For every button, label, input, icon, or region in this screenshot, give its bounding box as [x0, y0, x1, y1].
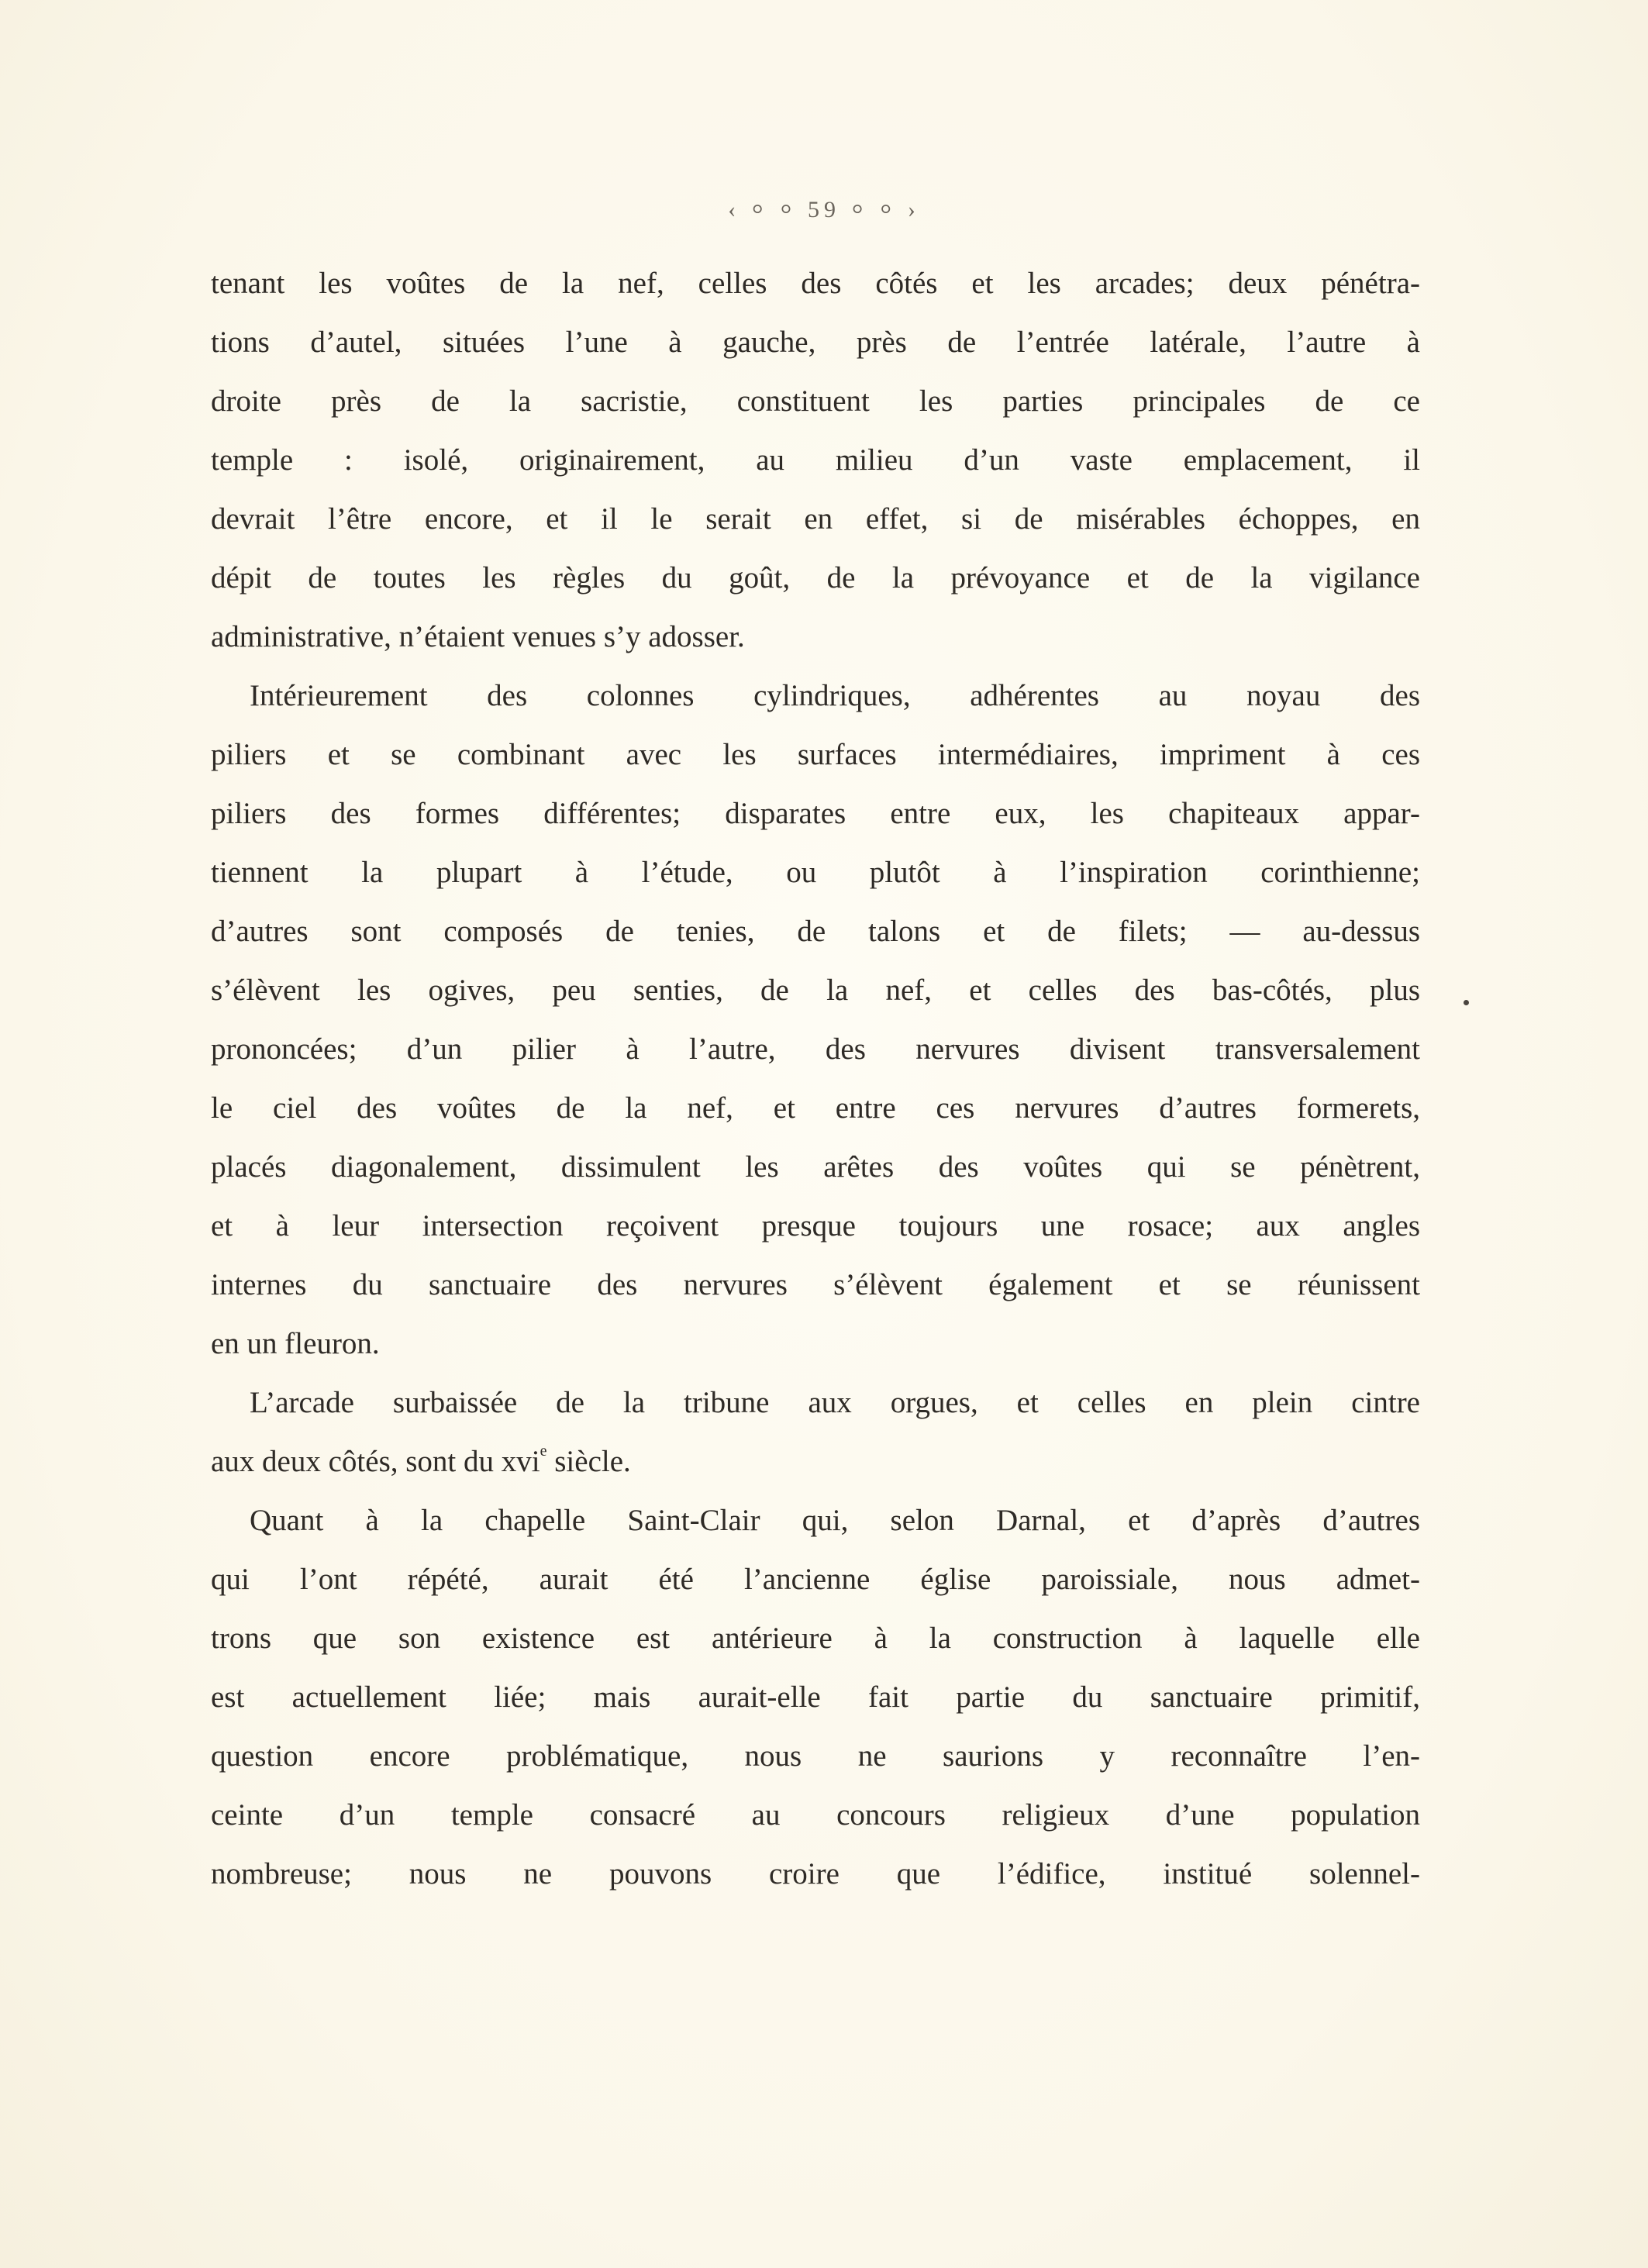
century-superscript: e: [540, 1442, 547, 1460]
text-line: qui l’ont répété, aurait été l’ancienne église paroissiale, nous admet-: [211, 1563, 1420, 1596]
text-line: et à leur intersection reçoivent presque toujours une rosace; aux angles: [211, 1209, 1420, 1243]
text-line: [211, 1432, 1420, 1491]
text-line: nombreuse; nous ne pouvons croire que l’édifice, institué solennel-: [211, 1857, 1420, 1891]
text-line: droite près de la sacristie, constituent les parties principales de ce: [211, 384, 1420, 418]
paragraph: [211, 1491, 1420, 1904]
text-line: L’arcade surbaissée de la tribune aux orgues, et celles en plein cintre: [250, 1386, 1420, 1419]
text-line: est actuellement liée; mais aurait-elle fait partie du sanctuaire primitif,: [211, 1680, 1420, 1714]
text-line: prononcées; d’un pilier à l’autre, des nervures divisent transversalement: [211, 1032, 1420, 1066]
text-line: en un fleuron.: [211, 1327, 380, 1360]
text-line: tenant les voûtes de la nef, celles des côtés et les arcades; deux pénétra-: [211, 267, 1420, 300]
text-line: trons que son existence est antérieure à la construction à laquelle elle: [211, 1622, 1420, 1655]
text-line: administrative, n’étaient venues s’y adosser.: [211, 620, 745, 653]
left-ornament: ‹ ⸰ ⸰: [728, 197, 798, 222]
paragraph: [211, 667, 1420, 1374]
text-line: temple : isolé, originairement, au milieu d’un vaste emplacement, il: [211, 443, 1420, 477]
paragraph: [211, 254, 1420, 667]
ink-speck: [1464, 1000, 1469, 1005]
page-number: 59: [808, 197, 840, 222]
text-line: le ciel des voûtes de la nef, et entre ces nervures d’autres formerets,: [211, 1091, 1420, 1125]
text-line: dépit de toutes les règles du goût, de la prévoyance et de la vigilance: [211, 561, 1420, 595]
text-line: ceinte d’un temple consacré au concours religieux d’une population: [211, 1798, 1420, 1832]
text-fragment: siècle.: [554, 1445, 631, 1478]
text-line: s’élèvent les ogives, peu senties, de la nef, et celles des bas-côtés, plus: [211, 974, 1420, 1007]
text-line: Intérieurement des colonnes cylindriques, adhérentes au noyau des: [250, 679, 1420, 712]
text-line: piliers des formes différentes; disparates entre eux, les chapiteaux appar-: [211, 797, 1420, 830]
text-line: internes du sanctuaire des nervures s’élèvent également et se réunissent: [211, 1268, 1420, 1301]
text-line: piliers et se combinant avec les surfaces intermédiaires, impriment à ces: [211, 738, 1420, 771]
text-fragment: aux deux côtés, sont du: [211, 1445, 502, 1478]
century-numeral: xvi: [501, 1445, 540, 1478]
body-text: [211, 254, 1420, 1904]
paragraph: [211, 1374, 1420, 1491]
text-line: tions d’autel, situées l’une à gauche, près de l’entrée latérale, l’autre à: [211, 326, 1420, 359]
right-ornament: ⸰ ⸰ ›: [850, 197, 920, 222]
text-line: Quant à la chapelle Saint-Clair qui, selon Darnal, et d’après d’autres: [250, 1504, 1420, 1537]
text-line: question encore problématique, nous ne saurions y reconnaître l’en-: [211, 1739, 1420, 1773]
page-header: [0, 192, 1648, 224]
text-line: tiennent la plupart à l’étude, ou plutôt à l’inspiration corinthienne;: [211, 856, 1420, 889]
text-line: placés diagonalement, dissimulent les arêtes des voûtes qui se pénètrent,: [211, 1150, 1420, 1184]
text-line: d’autres sont composés de tenies, de talons et de filets; — au-dessus: [211, 915, 1420, 948]
text-line: devrait l’être encore, et il le serait en effet, si de misérables échoppes, en: [211, 502, 1420, 536]
